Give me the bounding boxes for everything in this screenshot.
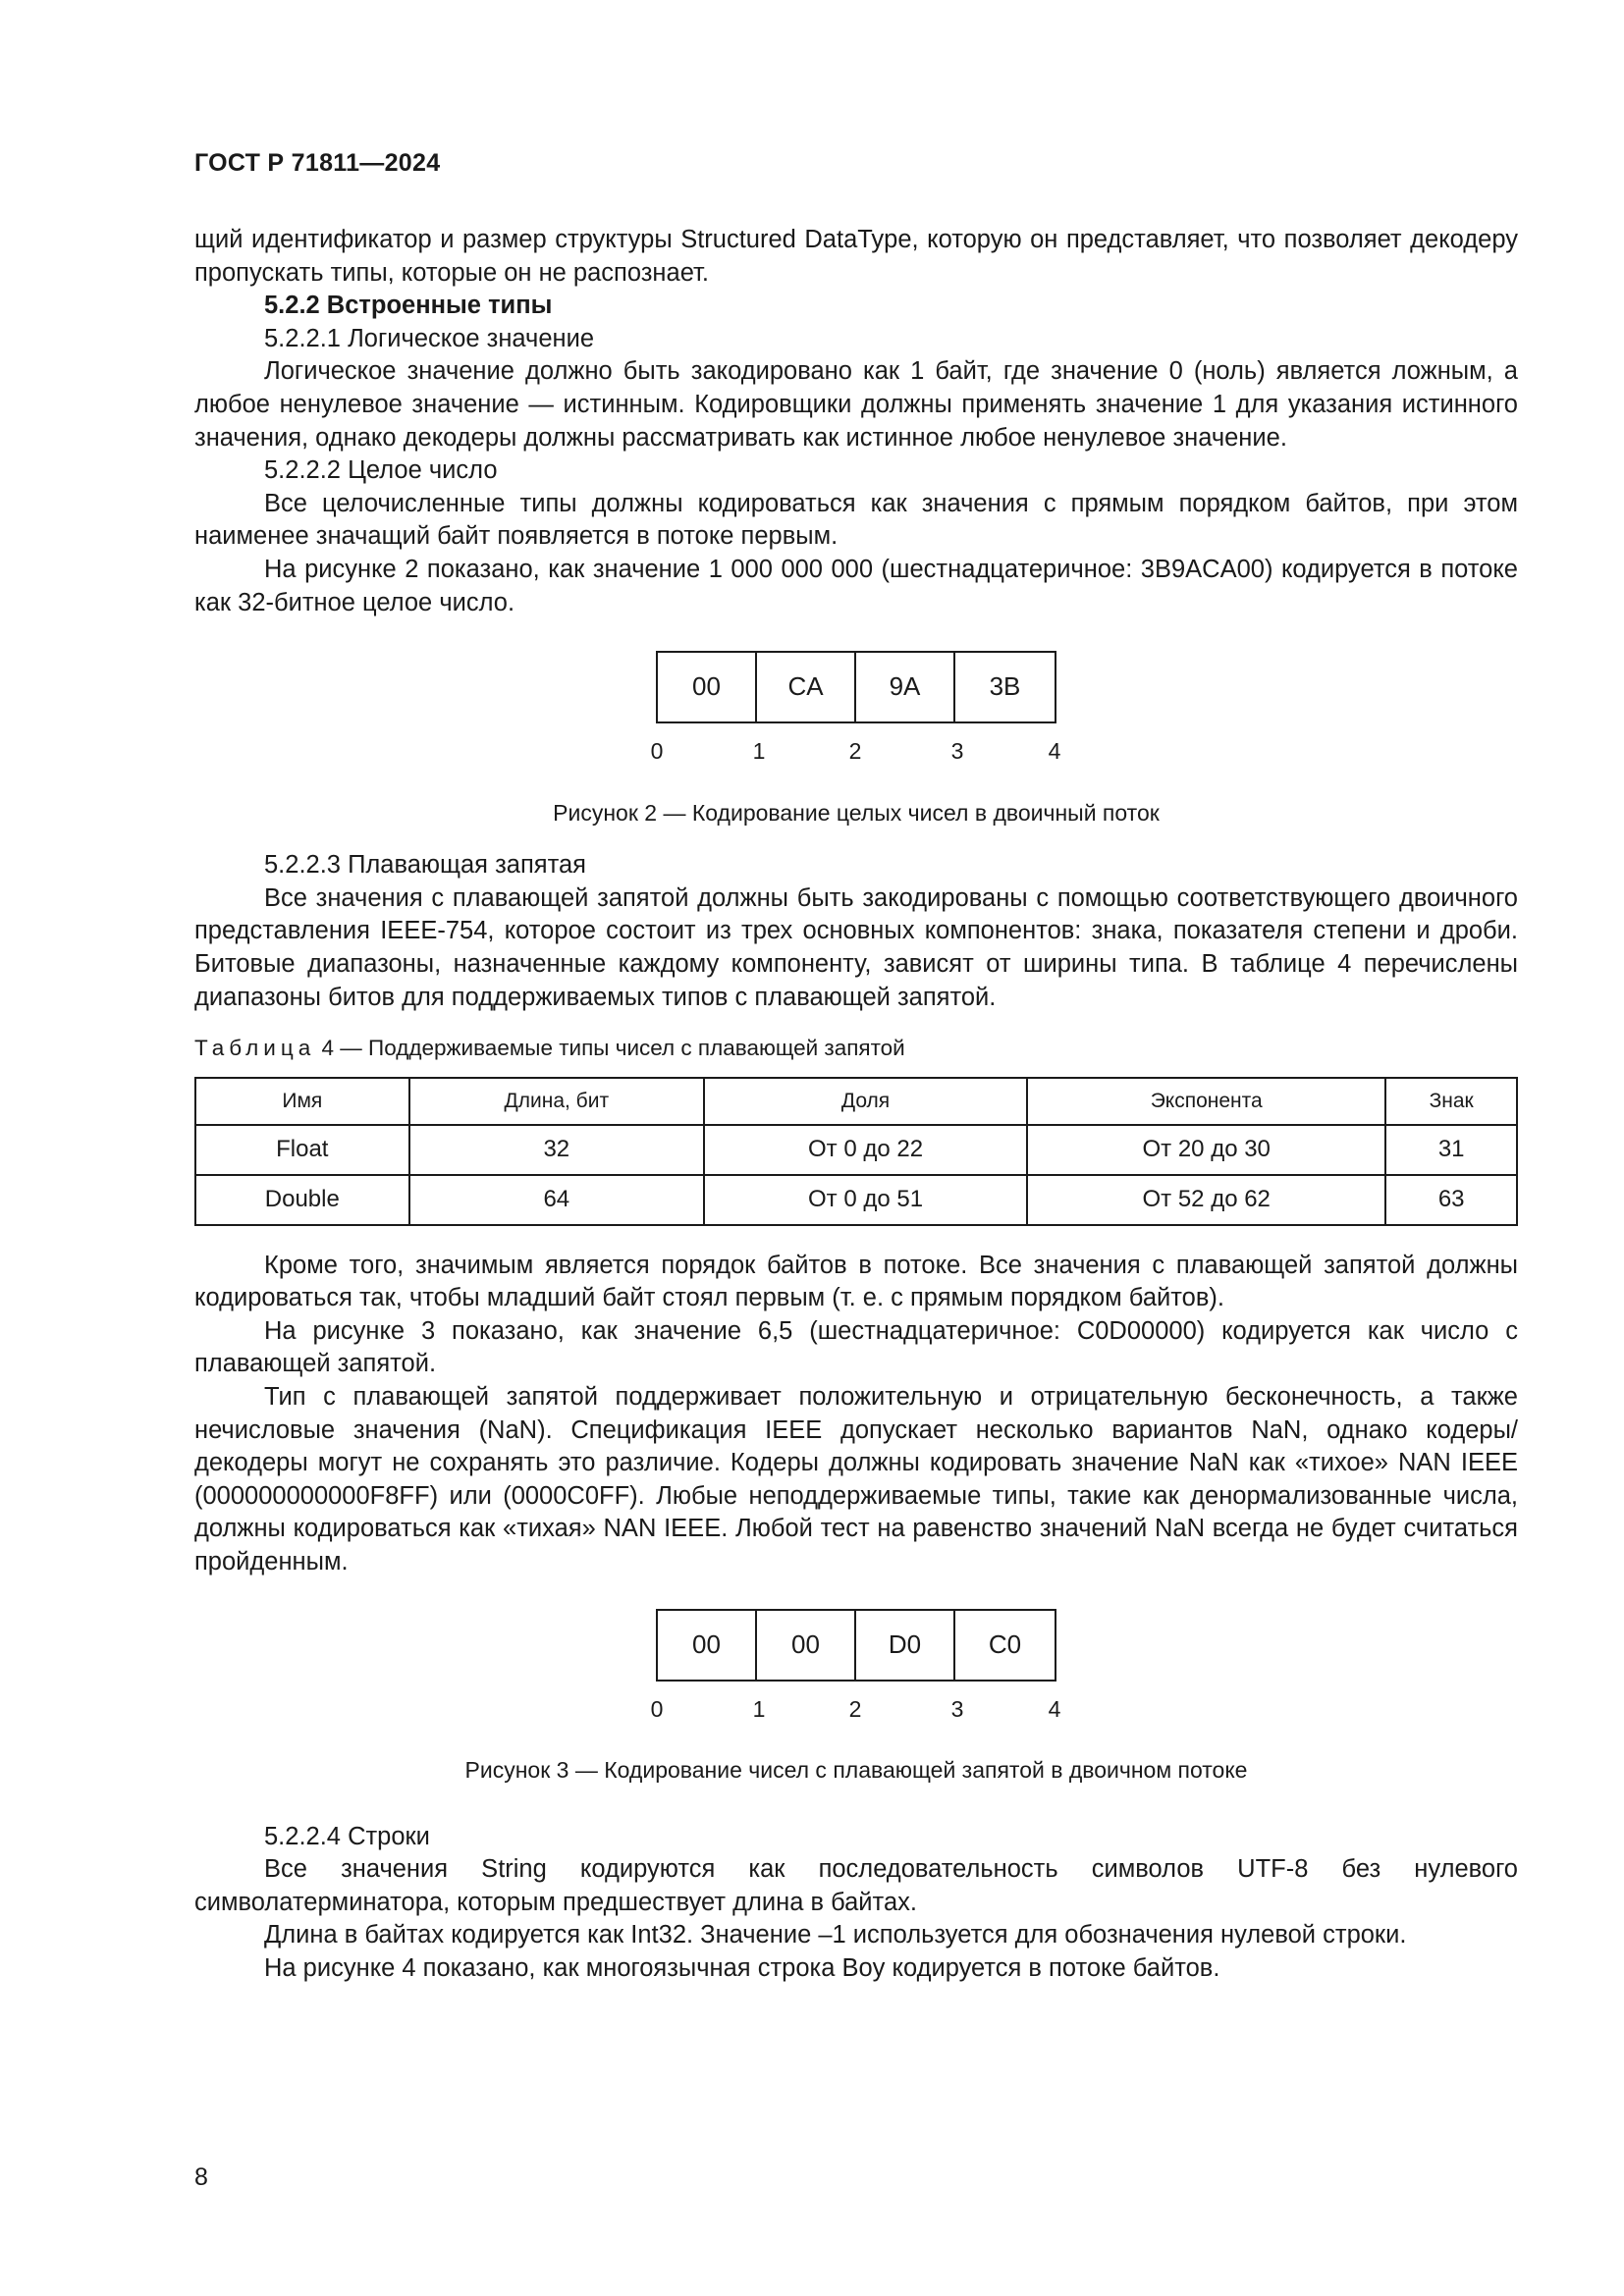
table-cell: Float [195, 1125, 409, 1175]
byte-cell: CA [757, 653, 856, 721]
paragraph: Все целочисленные типы должны кодироваться как значения с прямым порядком байтов, при этом наименее значащий байт появляется в потоке первым. [194, 489, 1518, 551]
byte-cell: 00 [658, 653, 757, 721]
byte-cell: D0 [856, 1611, 955, 1680]
figure-2 [194, 619, 1518, 827]
table-title-text: 4 — Поддерживаемые типы чисел с плавающей запятой [321, 1036, 905, 1061]
table-row [195, 1175, 1517, 1225]
table-label: Таблица [194, 1036, 316, 1061]
offset-tick: 1 [752, 1695, 766, 1722]
byte-boxes [656, 651, 1056, 723]
byte-cell: 00 [757, 1611, 856, 1680]
figure-2-caption: Рисунок 2 — Кодирование целых чисел в двоичный поток [553, 800, 1160, 827]
paragraph: Логическое значение должно быть закодировано как 1 байт, где значение 0 (ноль) является ложным, а любое ненулевое значение — истинным. Кодировщики должны применять значение 1 для указания истинного значения, однако декодеры должны рассматривать как истинное любое ненулевое значение. [194, 357, 1518, 452]
section-heading-5-2-2-3: 5.2.2.3 Плавающая запятая [264, 851, 586, 880]
column-header: Экспонента [1027, 1078, 1385, 1125]
paragraph: На рисунке 3 показано, как значение 6,5 (шестнадцатеричное: C0D00000) кодируется как число с плавающей запятой. [194, 1316, 1518, 1378]
byte-cell: 00 [658, 1611, 757, 1680]
paragraph: Кроме того, значимым является порядок байтов в потоке. Все значения с плавающей запятой должны кодироваться так, чтобы младший байт стоял первым (т. е. с прямым порядком байтов). [194, 1251, 1518, 1312]
section-heading-5-2-2-2: 5.2.2.2 Целое число [264, 456, 498, 485]
column-header: Знак [1385, 1078, 1517, 1125]
paragraph: На рисунке 4 показано, как многоязычная строка Boy кодируется в потоке байтов. [264, 1954, 1220, 1982]
figure-3-caption: Рисунок 3 — Кодирование чисел с плавающей запятой в двоичном потоке [464, 1756, 1248, 1783]
offset-tick: 0 [650, 738, 664, 765]
table-cell: 63 [1385, 1175, 1517, 1225]
offset-tick: 4 [1048, 1695, 1061, 1722]
table-cell: От 0 до 51 [704, 1175, 1027, 1225]
paragraph: На рисунке 2 показано, как значение 1 000 000 000 (шестнадцатеричное: 3B9ACA00) кодируется в потоке как 32-битное целое число. [194, 555, 1518, 616]
page-content [194, 224, 1518, 1986]
section-heading-5-2-2-1: 5.2.2.1 Логическое значение [264, 324, 595, 352]
table-cell: От 20 до 30 [1027, 1125, 1385, 1175]
offset-tick: 2 [848, 738, 862, 765]
section-heading-5-2-2: 5.2.2 Встроенные типы [264, 292, 553, 320]
offset-tick: 1 [752, 738, 766, 765]
paragraph: Длина в байтах кодируется как Int32. Значение –1 используется для обозначения нулевой строки. [264, 1921, 1407, 1949]
table-header-row [195, 1078, 1517, 1125]
byte-cell: 9A [856, 653, 955, 721]
table-4 [194, 1077, 1518, 1226]
offset-tick: 4 [1048, 738, 1061, 765]
section-heading-5-2-2-4: 5.2.2.4 Строки [264, 1822, 430, 1850]
paragraph: Тип с плавающей запятой поддерживает положительную и отрицательную бесконечность, а также нечисловые значения (NaN). Спецификация IEEE допускает несколько вариантов NaN, однако кодеры/ декодеры могут не сохранять это различие. Кодеры должны кодировать значение NaN как «тихое» NAN IEEE (000000000000F8FF) или (0000C0FF). Любые неподдерживаемые типы, такие как денормализованные числа, должны кодироваться как «тихая» NAN IEEE. Любой тест на равенство значений NaN всегда не будет считаться пройденным. [194, 1383, 1518, 1576]
table-row [195, 1125, 1517, 1175]
document-header: ГОСТ Р 71811—2024 [194, 149, 441, 177]
table-4-title [194, 1032, 1518, 1065]
table-cell: 31 [1385, 1125, 1517, 1175]
table-cell: От 0 до 22 [704, 1125, 1027, 1175]
byte-boxes [656, 1609, 1056, 1682]
table-cell: Double [195, 1175, 409, 1225]
offset-tick: 3 [950, 1695, 964, 1722]
paragraph: Все значения String кодируются как последовательность символов UTF-8 без нулевого символатерминатора, которым предшествует длина в байтах. [194, 1855, 1518, 1916]
offset-tick: 2 [848, 1695, 862, 1722]
paragraph: щий идентификатор и размер структуры Structured DataType, которую он представляет, что позволяет декодеру пропускать типы, которые он не распознает. [194, 226, 1518, 287]
byte-cell: C0 [988, 1629, 1022, 1659]
column-header: Имя [195, 1078, 409, 1125]
table-cell: От 52 до 62 [1027, 1175, 1385, 1225]
column-header: Доля [704, 1078, 1027, 1125]
figure-3 [194, 1579, 1518, 1786]
table-cell: 64 [409, 1175, 704, 1225]
byte-cell: 3B [989, 671, 1021, 702]
column-header: Длина, бит [409, 1078, 704, 1125]
offset-tick: 3 [950, 738, 964, 765]
page-number: 8 [194, 2163, 208, 2191]
table-cell: 32 [409, 1125, 704, 1175]
paragraph: Все значения с плавающей запятой должны быть закодированы с помощью соответствующего двоичного представления IEEE-754, которое состоит из трех основных компонентов: знака, показателя степени и дроби. Битовые диапазоны, назначенные каждому компоненту, зависят от ширины типа. В таблице 4 перечислены диапазоны битов для поддерживаемых типов с плавающей запятой. [194, 883, 1518, 1011]
offset-tick: 0 [650, 1695, 664, 1722]
